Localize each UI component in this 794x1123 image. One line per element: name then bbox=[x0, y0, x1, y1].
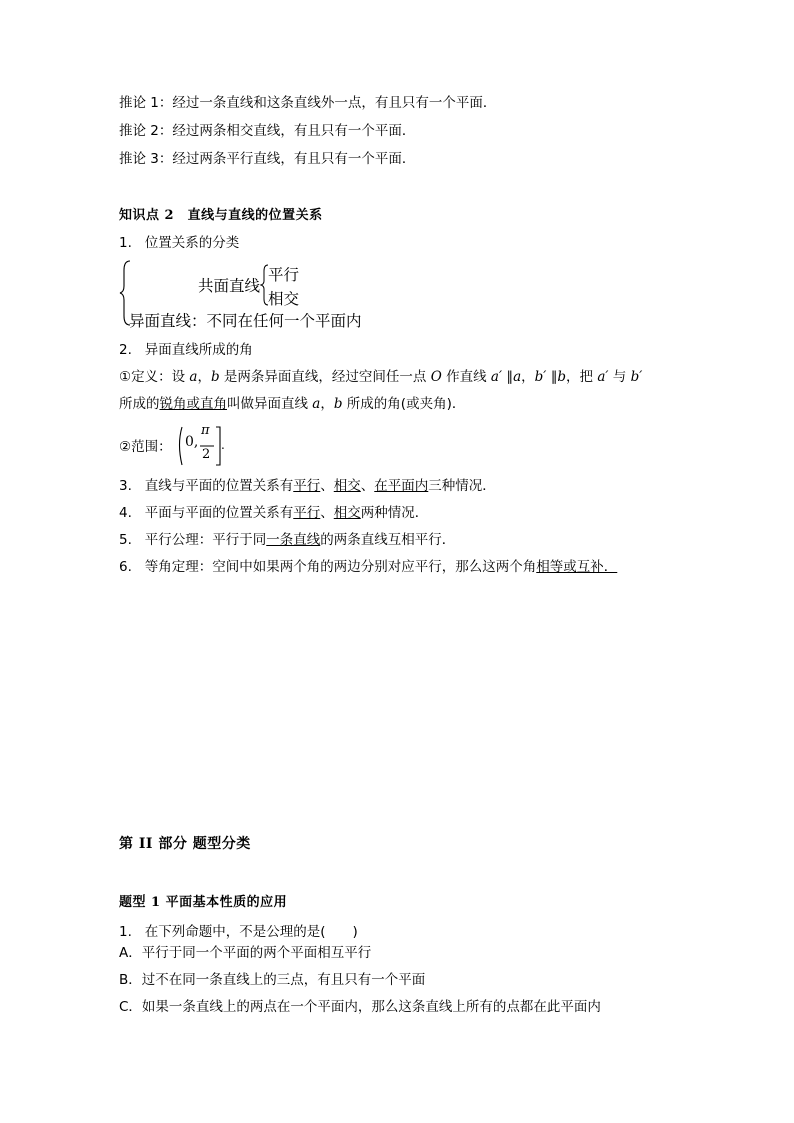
list-text: 直线与平面的位置关系有 bbox=[144, 478, 294, 494]
range-zero: 0, bbox=[185, 434, 199, 450]
list-text: 三种情况． bbox=[428, 478, 496, 494]
intersect-label: 相交 bbox=[268, 290, 300, 308]
corollary-2: 推论 2：经过两条相交直线，有且只有一个平面． bbox=[119, 123, 416, 139]
definition-text: ，把 bbox=[566, 369, 598, 385]
parallel-symbol: ∥ bbox=[546, 369, 558, 385]
var-b: b bbox=[557, 369, 567, 385]
skew-lines-label: 异面直线：不同在任何一个平面内 bbox=[129, 312, 362, 330]
answer-underlined: 平行 bbox=[293, 478, 321, 494]
var-O: O bbox=[430, 369, 442, 385]
answer-underlined: 一条直线 bbox=[266, 532, 321, 548]
definition-text: 所成的角(或夹角)． bbox=[342, 396, 466, 412]
var-a-prime: a′ bbox=[597, 369, 609, 385]
list-item-6 bbox=[119, 558, 617, 576]
answer-underlined: 在平面内 bbox=[374, 478, 429, 494]
list-number: 1. bbox=[119, 235, 132, 251]
option-c: C．如果一条直线上的两点在一个平面内，那么这条直线上所有的点都在此平面内 bbox=[119, 999, 601, 1015]
range-pi: π bbox=[201, 423, 210, 438]
coplanar-lines-label: 共面直线 bbox=[198, 277, 261, 295]
question-1 bbox=[119, 923, 358, 941]
punct: 、 bbox=[320, 505, 334, 521]
answer-underlined: 平行 bbox=[293, 505, 321, 521]
list-item-5 bbox=[119, 531, 455, 549]
definition-text: 与 bbox=[608, 369, 631, 385]
punct: ， bbox=[197, 369, 211, 385]
range-interval-formula bbox=[174, 424, 224, 468]
var-a-prime: a′ bbox=[490, 369, 503, 385]
corollary-1: 推论 1：经过一条直线和这条直线外一点，有且只有一个平面． bbox=[119, 95, 497, 111]
list-text: 两种情况． bbox=[360, 505, 429, 521]
list-text: 平面与平面的位置关系有 bbox=[144, 505, 294, 521]
list-text: 等角定理：空间中如果两个角的两边分别对应平行，那么这两个角 bbox=[144, 559, 537, 575]
list-text: 的两条直线互相平行． bbox=[320, 532, 456, 548]
list-item-2 bbox=[119, 341, 253, 359]
section-heading-knowledge-2: 知识点 2 直线与直线的位置关系 bbox=[119, 208, 323, 223]
definition-text: 所成的 bbox=[119, 396, 160, 412]
punct: ， bbox=[320, 396, 334, 412]
corollary-3: 推论 3：经过两条平行直线，有且只有一个平面． bbox=[119, 151, 416, 167]
answer-underlined: 相交 bbox=[333, 478, 361, 494]
var-a: a bbox=[513, 369, 522, 385]
definition-text: ①定义：设 bbox=[119, 369, 190, 385]
var-b: b bbox=[333, 396, 343, 412]
list-number: 4. bbox=[119, 505, 132, 521]
definition-line-1 bbox=[119, 368, 642, 386]
list-number: 2. bbox=[119, 342, 132, 358]
range-label: ②范围： bbox=[119, 439, 172, 455]
answer-underlined: 相交 bbox=[333, 505, 361, 521]
var-b: b bbox=[210, 369, 220, 385]
answer-underlined: 相等或互补． bbox=[536, 559, 618, 575]
answer-underlined: 锐角或直角 bbox=[159, 396, 227, 412]
punct: 、 bbox=[320, 478, 334, 494]
definition-line-2 bbox=[119, 395, 465, 413]
parallel-symbol: ∥ bbox=[502, 369, 514, 385]
list-item-3 bbox=[119, 477, 496, 495]
punct: 、 bbox=[360, 478, 375, 494]
part-2-heading: 第 II 部分 题型分类 bbox=[119, 836, 251, 852]
list-number: 6. bbox=[119, 559, 132, 575]
var-a: a bbox=[312, 396, 321, 412]
punct: ， bbox=[521, 369, 535, 385]
list-text: 异面直线所成的角 bbox=[144, 342, 253, 358]
question-number: 1. bbox=[119, 924, 132, 940]
list-number: 3. bbox=[119, 478, 132, 494]
list-item-1 bbox=[119, 234, 239, 252]
var-a: a bbox=[189, 369, 198, 385]
definition-text: 叫做异面直线 bbox=[227, 396, 313, 412]
range-two: 2 bbox=[202, 447, 211, 462]
var-b-prime: b′ bbox=[534, 369, 547, 385]
list-text: 平行公理：平行于同 bbox=[144, 532, 267, 548]
definition-text: 是两条异面直线，经过空间任一点 bbox=[219, 369, 431, 385]
list-text: 位置关系的分类 bbox=[144, 235, 240, 251]
question-type-1-heading: 题型 1 平面基本性质的应用 bbox=[119, 895, 288, 910]
range-end: . bbox=[221, 438, 225, 452]
parallel-label: 平行 bbox=[268, 266, 300, 284]
list-number: 5. bbox=[119, 532, 132, 548]
question-text: 在下列命题中，不是公理的是( ) bbox=[144, 924, 358, 940]
definition-text: 作直线 bbox=[441, 369, 491, 385]
var-b-prime: b′ bbox=[630, 369, 643, 385]
option-a: A．平行于同一个平面的两个平面相互平行 bbox=[119, 945, 372, 961]
list-item-4 bbox=[119, 504, 428, 522]
option-b: B．过不在同一条直线上的三点，有且只有一个平面 bbox=[119, 972, 426, 988]
